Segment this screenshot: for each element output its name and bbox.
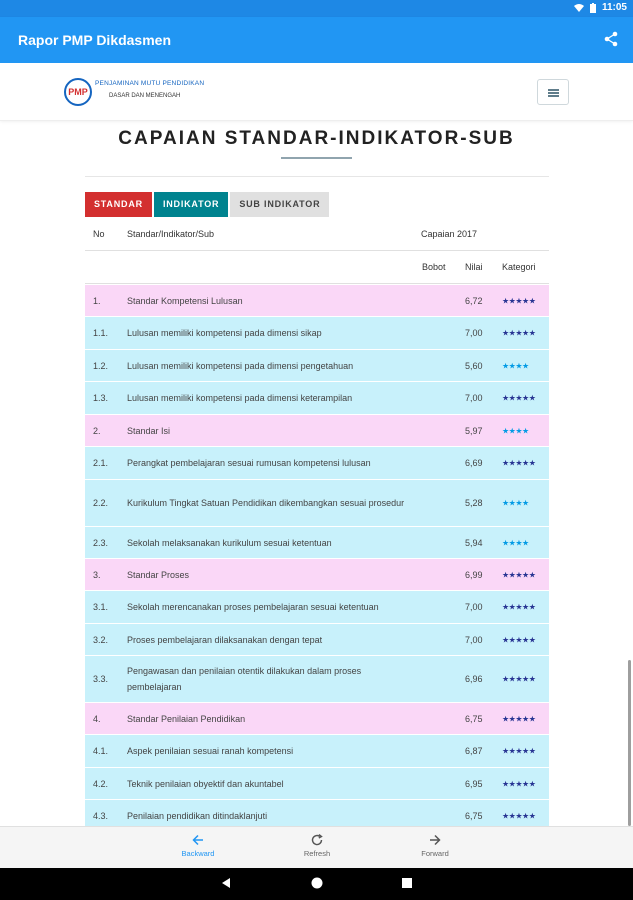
- row-nilai: 6,87: [465, 746, 483, 756]
- table-row[interactable]: [85, 381, 549, 414]
- row-name: Lulusan memiliki kompetensi pada dimensi pengetahuan: [127, 360, 354, 371]
- row-kategori-stars: ★★★★★: [502, 746, 536, 756]
- table-row[interactable]: [85, 799, 549, 826]
- table-row[interactable]: [85, 623, 549, 655]
- row-nilai: 6,75: [465, 713, 483, 724]
- web-content: [0, 63, 633, 826]
- forward-label: Forward: [421, 849, 449, 858]
- row-number: 3.3.: [93, 674, 109, 684]
- header-bobot: Bobot: [422, 262, 446, 272]
- row-nilai: 5,97: [465, 425, 483, 436]
- table-row[interactable]: [85, 446, 549, 479]
- row-kategori-stars: ★★★★★: [502, 635, 536, 644]
- table-row[interactable]: [85, 284, 549, 316]
- row-kategori-stars: ★★★★★: [502, 779, 536, 788]
- row-kategori-stars: ★★★★★: [502, 328, 536, 338]
- row-nilai: 5,28: [465, 498, 483, 508]
- row-kategori-stars: ★★★★★: [502, 570, 536, 579]
- divider: [85, 176, 549, 177]
- row-number: 4.2.: [93, 778, 109, 789]
- header-capaian: Capaian 2017: [421, 229, 478, 239]
- arrow-right-icon: [428, 833, 442, 847]
- home-icon[interactable]: [311, 877, 323, 889]
- hamburger-icon-line: [548, 95, 559, 97]
- row-kategori-stars: ★★★★: [502, 426, 529, 435]
- row-number: 1.1.: [93, 328, 109, 338]
- table-row[interactable]: [85, 316, 549, 349]
- back-icon[interactable]: [220, 877, 232, 889]
- header-item: Standar/Indikator/Sub: [127, 229, 215, 239]
- row-number: 3.: [93, 569, 101, 580]
- backward-label: Backward: [181, 849, 215, 858]
- app-title: Rapor PMP Dikdasmen: [18, 32, 172, 48]
- table-header-row-1: [85, 218, 549, 251]
- page-title: CAPAIAN STANDAR-INDIKATOR-SUB: [118, 128, 515, 149]
- table-row[interactable]: [85, 655, 549, 702]
- row-nilai: 6,69: [465, 458, 483, 468]
- share-icon[interactable]: [603, 31, 619, 47]
- row-name: Lulusan memiliki kompetensi pada dimensi keterampilan: [127, 393, 353, 403]
- logo-line-1: PENJAMINAN MUTU PENDIDIKAN: [95, 80, 205, 87]
- logo-line-2: DASAR DAN MENENGAH: [109, 93, 181, 99]
- refresh-button[interactable]: [277, 827, 357, 869]
- row-number: 2.3.: [93, 537, 109, 548]
- hamburger-icon-line: [548, 92, 559, 94]
- system-nav-bar: [0, 868, 633, 900]
- row-name: Proses pembelajaran dilaksanakan dengan tepat: [127, 634, 323, 645]
- row-kategori-stars: ★★★★★: [502, 602, 536, 612]
- pmp-logo[interactable]: [64, 76, 204, 110]
- row-name: Sekolah melaksanakan kurikulum sesuai ketentuan: [127, 537, 332, 548]
- bottom-nav: [0, 826, 633, 868]
- row-nilai: 5,94: [465, 537, 483, 548]
- row-nilai: 7,00: [465, 602, 483, 612]
- row-name: Pengawasan dan penilaian otentik dilakukan dalam proses pembelajaran: [127, 666, 362, 692]
- table-row[interactable]: [85, 558, 549, 590]
- row-nilai: 7,00: [465, 634, 483, 645]
- row-kategori-stars: ★★★★: [502, 498, 529, 508]
- tab-bar: [85, 192, 331, 217]
- row-nilai: 6,96: [465, 674, 483, 684]
- tab-indikator[interactable]: INDIKATOR: [154, 192, 228, 217]
- row-kategori-stars: ★★★★★: [502, 674, 536, 684]
- row-number: 2.1.: [93, 458, 109, 468]
- row-number: 4.1.: [93, 746, 109, 756]
- arrow-left-icon: [191, 833, 205, 847]
- row-name: Kurikulum Tingkat Satuan Pendidikan dikembangkan sesuai prosedur: [127, 498, 405, 508]
- row-name: Standar Isi: [127, 425, 171, 436]
- status-bar: [0, 0, 633, 17]
- tab-standar[interactable]: STANDAR: [85, 192, 152, 217]
- table-row[interactable]: [85, 702, 549, 734]
- row-nilai: 7,00: [465, 328, 483, 338]
- row-number: 1.3.: [93, 393, 109, 403]
- table-row[interactable]: [85, 414, 549, 446]
- row-kategori-stars: ★★★★★: [502, 811, 536, 821]
- pmp-badge: PMP: [64, 78, 92, 106]
- row-nilai: 7,00: [465, 393, 483, 403]
- refresh-icon: [310, 833, 324, 847]
- row-name: Standar Proses: [127, 569, 190, 580]
- row-name: Standar Kompetensi Lulusan: [127, 295, 243, 306]
- row-kategori-stars: ★★★★★: [502, 714, 536, 723]
- row-nilai: 6,75: [465, 811, 483, 821]
- recents-icon[interactable]: [401, 877, 413, 889]
- forward-button[interactable]: [395, 827, 475, 869]
- clock: 11:05: [601, 2, 627, 13]
- table-row[interactable]: [85, 767, 549, 799]
- tab-sub-indikator[interactable]: SUB INDIKATOR: [230, 192, 329, 217]
- header-nilai: Nilai: [465, 262, 483, 272]
- row-kategori-stars: ★★★★★: [502, 296, 536, 305]
- hamburger-icon: [548, 89, 559, 91]
- row-name: Perangkat pembelajaran sesuai rumusan kompetensi lulusan: [127, 458, 371, 468]
- row-name: Sekolah merencanakan proses pembelajaran sesuai ketentuan: [127, 602, 379, 612]
- row-kategori-stars: ★★★★: [502, 361, 529, 370]
- table-row[interactable]: [85, 526, 549, 558]
- row-kategori-stars: ★★★★★: [502, 458, 536, 468]
- row-number: 3.2.: [93, 634, 109, 645]
- row-nilai: 6,72: [465, 295, 483, 306]
- table-row[interactable]: [85, 349, 549, 381]
- header-kategori: Kategori: [502, 262, 536, 272]
- row-name: Teknik penilaian obyektif dan akuntabel: [127, 778, 284, 789]
- table-body: [85, 284, 549, 826]
- wifi-icon: [574, 3, 584, 12]
- table-row[interactable]: [85, 479, 549, 526]
- header-no: No: [93, 229, 105, 239]
- battery-icon: [590, 3, 596, 13]
- row-nilai: 6,99: [465, 569, 483, 580]
- row-number: 4.3.: [93, 811, 109, 821]
- hamburger-menu-button[interactable]: [537, 79, 569, 105]
- row-name: Aspek penilaian sesuai ranah kompetensi: [127, 746, 294, 756]
- refresh-label: Refresh: [303, 849, 331, 858]
- table-row[interactable]: [85, 734, 549, 767]
- row-name: Penilaian pendidikan ditindaklanjuti: [127, 811, 268, 821]
- row-kategori-stars: ★★★★: [502, 538, 529, 547]
- row-name: Lulusan memiliki kompetensi pada dimensi sikap: [127, 328, 322, 338]
- row-number: 1.: [93, 295, 101, 306]
- row-number: 2.: [93, 425, 101, 436]
- row-nilai: 5,60: [465, 360, 483, 371]
- table-row[interactable]: [85, 590, 549, 623]
- site-header: [0, 63, 633, 121]
- scrollbar[interactable]: [628, 660, 631, 826]
- row-number: 4.: [93, 713, 101, 724]
- row-kategori-stars: ★★★★★: [502, 393, 536, 403]
- app-bar: [0, 17, 633, 63]
- table-header-row-2: [85, 251, 549, 284]
- title-underline: [281, 157, 352, 159]
- backward-button[interactable]: [158, 827, 238, 869]
- row-number: 2.2.: [93, 498, 109, 508]
- row-number: 1.2.: [93, 360, 109, 371]
- row-name: Standar Penilaian Pendidikan: [127, 713, 246, 724]
- row-number: 3.1.: [93, 602, 109, 612]
- row-nilai: 6,95: [465, 778, 483, 789]
